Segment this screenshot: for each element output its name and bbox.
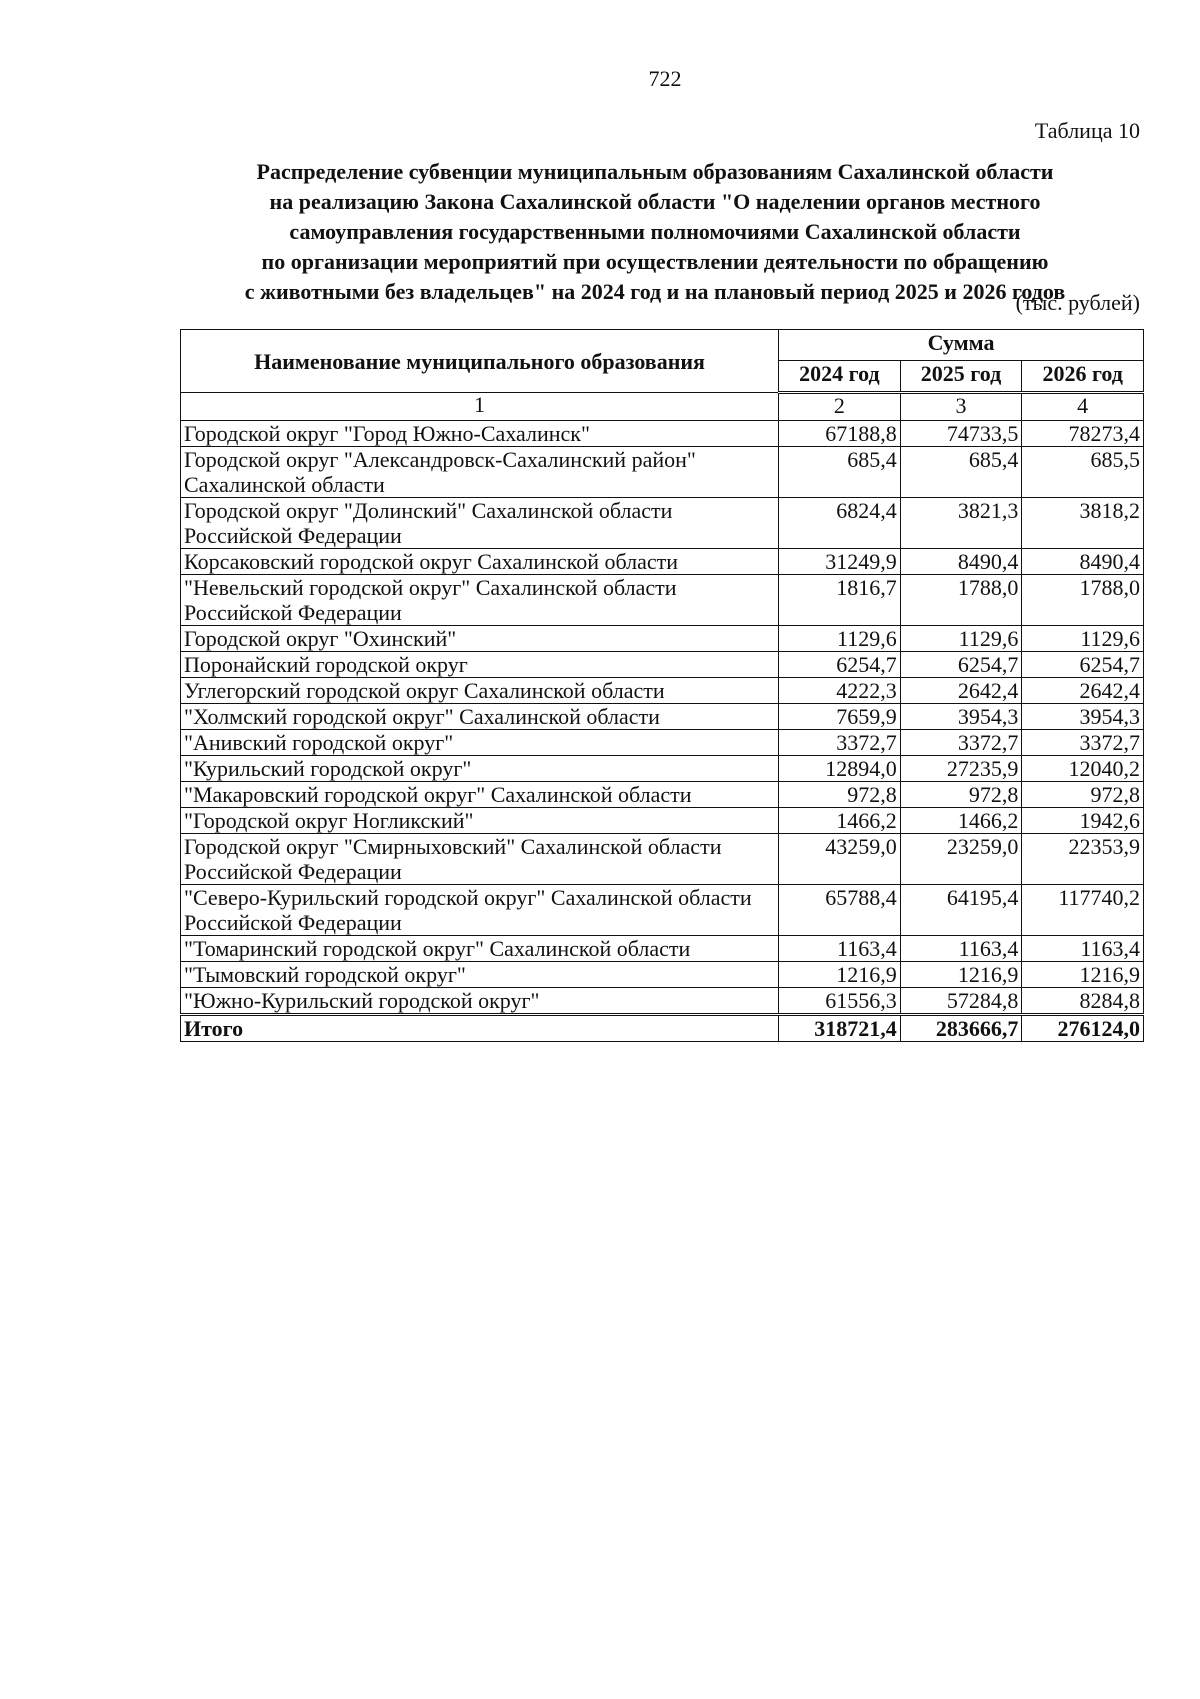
amount-2024: 4222,3: [779, 678, 901, 704]
page-number: 722: [648, 66, 682, 91]
table-row: [181, 962, 1144, 988]
amount-2024: 1129,6: [779, 626, 901, 652]
amount-2024: 3372,7: [779, 730, 901, 756]
table-row: [181, 498, 1144, 549]
amount-2026: 1129,6: [1022, 626, 1144, 652]
amount-2026: 117740,2: [1022, 885, 1144, 936]
amount-2025: 1163,4: [900, 936, 1022, 962]
amount-2025: 1129,6: [900, 626, 1022, 652]
table-row: [181, 704, 1144, 730]
municipality-name: Поронайский городской округ: [181, 652, 779, 678]
municipality-name: Городской округ "Город Южно-Сахалинск": [181, 421, 779, 447]
municipality-name: Городской округ "Долинский" Сахалинской области Российской Федерации: [181, 498, 779, 549]
amount-2024: 1816,7: [779, 575, 901, 626]
amount-2024: 6254,7: [779, 652, 901, 678]
table-row: [181, 652, 1144, 678]
municipality-name: "Северо-Курильский городской округ" Сахалинской области Российской Федерации: [181, 885, 779, 936]
header-name: Наименование муниципального образования: [181, 330, 779, 393]
municipality-name: "Тымовский городской округ": [181, 962, 779, 988]
table-row: [181, 549, 1144, 575]
total-row: [181, 1015, 1144, 1042]
title-line: на реализацию Закона Сахалинской области "О наделении органов местного: [269, 189, 1041, 214]
amount-2025: 64195,4: [900, 885, 1022, 936]
column-number: 3: [900, 393, 1022, 421]
unit-note: (тыс. рублей): [1015, 290, 1140, 315]
amount-2026: 1163,4: [1022, 936, 1144, 962]
table-row: [181, 678, 1144, 704]
amount-2026: 8284,8: [1022, 988, 1144, 1015]
table-row: [181, 808, 1144, 834]
amount-2025: 972,8: [900, 782, 1022, 808]
amount-2025: 1788,0: [900, 575, 1022, 626]
amount-2025: 8490,4: [900, 549, 1022, 575]
municipality-name: Городской округ "Смирныховский" Сахалинской области Российской Федерации: [181, 834, 779, 885]
municipality-name: Углегорский городской округ Сахалинской области: [181, 678, 779, 704]
amount-2025: 3821,3: [900, 498, 1022, 549]
amount-2026: 1942,6: [1022, 808, 1144, 834]
municipality-name: "Макаровский городской округ" Сахалинской области: [181, 782, 779, 808]
amount-2024: 31249,9: [779, 549, 901, 575]
column-number: 2: [779, 393, 901, 421]
title-line: самоуправления государственными полномочиями Сахалинской области: [289, 219, 1021, 244]
table-row: [181, 936, 1144, 962]
amount-2026: 1216,9: [1022, 962, 1144, 988]
municipality-name: Корсаковский городской округ Сахалинской области: [181, 549, 779, 575]
municipality-name: Городской округ "Александровск-Сахалинский район" Сахалинской области: [181, 447, 779, 498]
subsidy-table: [180, 329, 1144, 1042]
title-line: Распределение субвенции муниципальным образованиям Сахалинской области: [256, 159, 1054, 184]
amount-2026: 3954,3: [1022, 704, 1144, 730]
amount-2026: 22353,9: [1022, 834, 1144, 885]
table-row: [181, 626, 1144, 652]
amount-2025: 57284,8: [900, 988, 1022, 1015]
amount-2024: 65788,4: [779, 885, 901, 936]
header-year-2025: 2025 год: [900, 361, 1022, 393]
table-row: [181, 782, 1144, 808]
municipality-name: "Холмский городской округ" Сахалинской области: [181, 704, 779, 730]
table-row: [181, 756, 1144, 782]
amount-2024: 6824,4: [779, 498, 901, 549]
amount-2025: 1466,2: [900, 808, 1022, 834]
amount-2026: 8490,4: [1022, 549, 1144, 575]
total-2024: 318721,4: [779, 1015, 901, 1042]
table-row: [181, 447, 1144, 498]
municipality-name: Городской округ "Охинский": [181, 626, 779, 652]
subsidy-table-wrapper: [180, 329, 1144, 1042]
header-year-2026: 2026 год: [1022, 361, 1144, 393]
table-row: [181, 988, 1144, 1015]
amount-2025: 685,4: [900, 447, 1022, 498]
amount-2024: 1216,9: [779, 962, 901, 988]
amount-2025: 74733,5: [900, 421, 1022, 447]
amount-2024: 67188,8: [779, 421, 901, 447]
header-sum: Сумма: [779, 330, 1144, 361]
municipality-name: "Невельский городской округ" Сахалинской области Российской Федерации: [181, 575, 779, 626]
amount-2024: 685,4: [779, 447, 901, 498]
amount-2024: 1163,4: [779, 936, 901, 962]
table-row: [181, 575, 1144, 626]
amount-2025: 23259,0: [900, 834, 1022, 885]
table-body: [181, 421, 1144, 1042]
amount-2024: 61556,3: [779, 988, 901, 1015]
municipality-name: "Городской округ Ногликский": [181, 808, 779, 834]
document-title: [175, 157, 1135, 307]
amount-2024: 972,8: [779, 782, 901, 808]
municipality-name: "Томаринский городской округ" Сахалинской области: [181, 936, 779, 962]
total-2026: 276124,0: [1022, 1015, 1144, 1042]
amount-2024: 7659,9: [779, 704, 901, 730]
amount-2026: 3818,2: [1022, 498, 1144, 549]
table-label: Таблица 10: [1034, 118, 1140, 143]
table-row: [181, 421, 1144, 447]
amount-2024: 1466,2: [779, 808, 901, 834]
table-row: [181, 885, 1144, 936]
total-label: Итого: [181, 1015, 779, 1042]
header-year-2024: 2024 год: [779, 361, 901, 393]
amount-2025: 3372,7: [900, 730, 1022, 756]
amount-2026: 685,5: [1022, 447, 1144, 498]
amount-2026: 6254,7: [1022, 652, 1144, 678]
amount-2025: 27235,9: [900, 756, 1022, 782]
amount-2026: 972,8: [1022, 782, 1144, 808]
amount-2025: 3954,3: [900, 704, 1022, 730]
table-row: [181, 730, 1144, 756]
municipality-name: "Южно-Курильский городской округ": [181, 988, 779, 1015]
amount-2024: 12894,0: [779, 756, 901, 782]
amount-2025: 6254,7: [900, 652, 1022, 678]
amount-2025: 1216,9: [900, 962, 1022, 988]
amount-2026: 1788,0: [1022, 575, 1144, 626]
amount-2026: 78273,4: [1022, 421, 1144, 447]
amount-2024: 43259,0: [779, 834, 901, 885]
municipality-name: "Анивский городской округ": [181, 730, 779, 756]
title-line: по организации мероприятий при осуществлении деятельности по обращению: [261, 249, 1049, 274]
column-number: 1: [181, 393, 779, 421]
municipality-name: "Курильский городской округ": [181, 756, 779, 782]
column-number: 4: [1022, 393, 1144, 421]
table-row: [181, 834, 1144, 885]
title-line: с животными без владельцев" на 2024 год и на плановый период 2025 и 2026 годов: [244, 279, 1066, 304]
amount-2026: 12040,2: [1022, 756, 1144, 782]
amount-2025: 2642,4: [900, 678, 1022, 704]
total-2025: 283666,7: [900, 1015, 1022, 1042]
amount-2026: 2642,4: [1022, 678, 1144, 704]
amount-2026: 3372,7: [1022, 730, 1144, 756]
